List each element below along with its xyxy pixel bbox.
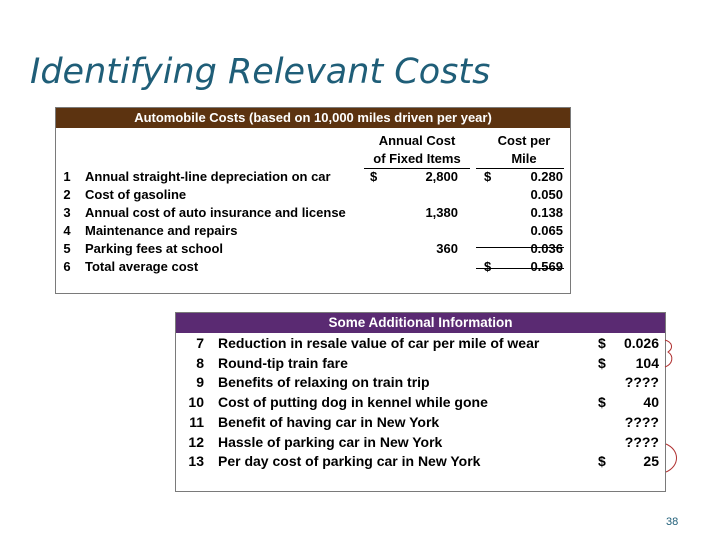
table2-row [176, 432, 665, 452]
row-label: Reduction in resale value of car per mile of wear [218, 335, 540, 351]
row-number: 11 [189, 413, 204, 430]
total-top-rule [476, 247, 564, 248]
dollar-sign: $ [598, 394, 606, 411]
row-value: ???? [624, 413, 659, 430]
row-label: Annual straight-line depreciation on car [85, 169, 331, 184]
row-number: 4 [63, 222, 71, 238]
row-label: Benefit of having car in New York [218, 413, 440, 430]
page-number: 38 [666, 516, 679, 528]
row-label: Maintenance and repairs [85, 222, 238, 238]
fixed-cost-header-line2: of Fixed Items [373, 151, 461, 166]
row-label: Hassle of parking car in New York [218, 433, 443, 450]
row-number: 8 [196, 354, 204, 371]
row-number: 2 [63, 186, 71, 202]
fixed-dollar-sign: $ [370, 169, 378, 184]
row-number: 6 [63, 258, 71, 274]
total-bottom-rule [476, 268, 564, 269]
per-mile-value: 0.036 [530, 240, 563, 256]
row-label: Cost of putting dog in kennel while gone [218, 394, 488, 411]
row-number: 13 [188, 453, 204, 470]
row-label: Benefits of relaxing on train trip [218, 374, 430, 391]
row-label: Parking fees at school [85, 240, 223, 256]
row-value: ???? [624, 433, 659, 450]
table2-row [176, 372, 665, 392]
row-value: ???? [624, 374, 659, 391]
row-value: 25 [643, 453, 659, 470]
table2-row [176, 333, 665, 353]
dollar-sign: $ [598, 335, 606, 351]
table1-row [56, 168, 570, 186]
per-mile-value: 0.569 [530, 258, 563, 274]
per-mile-header-line1: Cost per [497, 133, 551, 148]
automobile-costs-table [55, 107, 571, 294]
table1-row [56, 240, 570, 258]
dollar-sign: $ [598, 453, 606, 470]
table2-header: Some Additional Information [176, 313, 665, 333]
per-mile-header-line2: Mile [511, 151, 537, 166]
row-value: 0.026 [623, 335, 659, 351]
table1-row [56, 204, 570, 222]
table1-row [56, 186, 570, 204]
row-number: 5 [63, 240, 71, 256]
table1-header: Automobile Costs (based on 10,000 miles driven per year) [56, 108, 570, 128]
row-number: 3 [63, 204, 71, 220]
annotation-bracket-mark [664, 336, 678, 370]
fixed-cost-value: 2,800 [425, 169, 458, 184]
table2-row [176, 353, 665, 373]
mile-dollar-sign: $ [484, 258, 492, 274]
table1-row [56, 222, 570, 240]
annotation-curve-mark [664, 442, 682, 476]
row-label: Per day cost of parking car in New York [218, 453, 481, 470]
row-value: 104 [635, 354, 659, 371]
row-label: Cost of gasoline [85, 186, 187, 202]
row-number: 9 [196, 374, 204, 391]
fixed-cost-value: 1,380 [425, 204, 458, 220]
row-number: 10 [188, 394, 204, 411]
per-mile-value: 0.050 [530, 186, 563, 202]
additional-information-table [175, 312, 666, 492]
mile-dollar-sign: $ [484, 169, 492, 184]
fixed-cost-value: 360 [436, 240, 458, 256]
row-number: 1 [63, 169, 71, 184]
row-number: 7 [196, 335, 204, 351]
table2-row [176, 392, 665, 412]
fixed-cost-header-line1: Annual Cost [378, 133, 456, 148]
row-label: Round-tip train fare [218, 354, 348, 371]
per-mile-value: 0.138 [530, 204, 563, 220]
slide-title: Identifying Relevant Costs [30, 52, 491, 92]
table2-row [176, 451, 665, 471]
row-label: Annual cost of auto insurance and license [85, 204, 346, 220]
row-number: 12 [188, 433, 204, 450]
row-value: 40 [643, 394, 659, 411]
table2-row [176, 412, 665, 432]
per-mile-value: 0.280 [530, 169, 563, 184]
table1-row [56, 258, 570, 276]
row-label: Total average cost [85, 258, 199, 274]
dollar-sign: $ [598, 354, 606, 371]
per-mile-value: 0.065 [530, 222, 563, 238]
